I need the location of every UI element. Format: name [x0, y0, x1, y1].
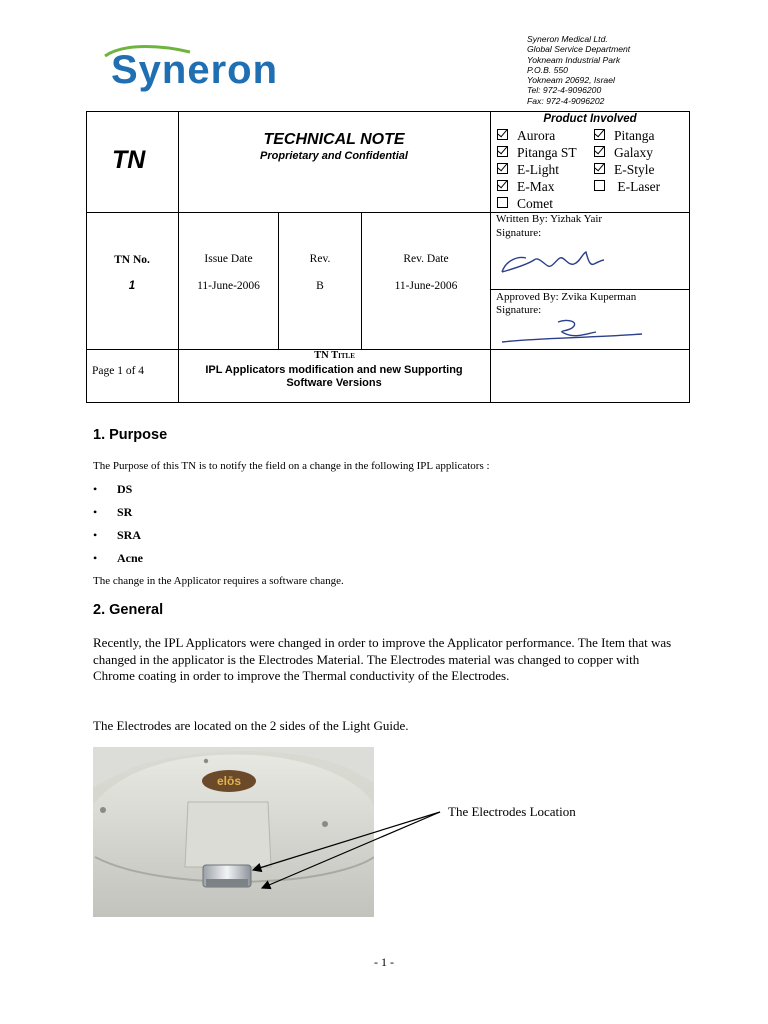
- logo-text: Syneron: [111, 48, 279, 92]
- product-pitanga-st: Pitanga ST: [497, 145, 577, 161]
- product-e-light: E-Light: [497, 162, 559, 178]
- syneron-logo: [95, 44, 279, 98]
- list-item: • SRA: [93, 528, 142, 542]
- general-paragraph: Recently, the IPL Applicators were changed in order to improve the Applicator performance. The Item that was changed in the applicator is the Electrodes Material. The Electrodes material was changed to copper with Chrome coating in order to improve the Thermal conductivity of the Electrodes.: [93, 635, 672, 683]
- checkbox-checked-icon: [497, 163, 508, 174]
- product-galaxy: Galaxy: [594, 145, 653, 161]
- list-item: • SR: [93, 505, 133, 519]
- tn-no-label: TN No.: [114, 254, 150, 266]
- rev-label: Rev.: [309, 253, 331, 265]
- photo-brand-text: elōs: [216, 774, 242, 788]
- checkbox-checked-icon: [594, 146, 605, 157]
- checkbox-checked-icon: [594, 163, 605, 174]
- list-item: • DS: [93, 482, 133, 496]
- list-item: • Acne: [93, 551, 143, 565]
- purpose-note: The change in the Applicator requires a software change.: [93, 575, 344, 587]
- callout-label: The Electrodes Location: [448, 804, 576, 819]
- document-type-title: TECHNICAL NOTE: [263, 131, 405, 148]
- signature-approver-icon: [496, 316, 646, 348]
- product-e-laser: E-Laser: [594, 179, 660, 195]
- signature-label: Signature:: [496, 227, 542, 239]
- rev-date-label: Rev. Date: [403, 253, 449, 265]
- rev-value: B: [316, 280, 324, 292]
- table-divider: [490, 111, 491, 403]
- address-line: Tel: 972-4-9096200: [527, 85, 602, 96]
- tn-no-value: 1: [128, 280, 136, 292]
- section-heading-general: 2. General: [93, 602, 164, 618]
- address-line: P.O.B. 550: [527, 64, 568, 75]
- page-count: Page 1 of 4: [92, 365, 145, 377]
- issue-date-label: Issue Date: [204, 253, 253, 265]
- checkbox-checked-icon: [497, 146, 508, 157]
- address-line: Yokneam 20692, Israel: [527, 75, 615, 86]
- checkbox-checked-icon: [497, 180, 508, 191]
- confidentiality-note: Proprietary and Confidential: [260, 150, 408, 162]
- product-aurora: Aurora: [497, 128, 555, 144]
- checkbox-empty-icon: [497, 197, 508, 208]
- checkbox-checked-icon: [497, 129, 508, 140]
- product-e-style: E-Style: [594, 162, 655, 178]
- tn-title: IPL Applicators modification and new Supporting Software Versions: [205, 364, 463, 389]
- checkbox-checked-icon: [594, 129, 605, 140]
- tn-title-label: TN Title: [314, 350, 355, 361]
- section-heading-purpose: 1. Purpose: [93, 427, 168, 443]
- signature-writer-icon: [498, 246, 608, 278]
- callout-arrows-icon: [240, 800, 450, 895]
- product-comet: Comet: [497, 196, 553, 212]
- rev-date-value: 11-June-2006: [394, 280, 458, 292]
- address-line: Yokneam Industrial Park: [527, 54, 621, 65]
- address-line: Fax: 972-4-9096202: [527, 95, 605, 106]
- page-number: - 1 -: [374, 955, 394, 969]
- general-paragraph: The Electrodes are located on the 2 sides of the Light Guide.: [93, 718, 409, 733]
- address-line: Global Service Department: [527, 44, 631, 55]
- checkbox-empty-icon: [594, 180, 605, 191]
- tn-label: TN: [112, 146, 146, 174]
- approved-by: Approved By: Zvika Kuperman: [496, 291, 637, 303]
- address-line: Syneron Medical Ltd.: [527, 34, 608, 44]
- purpose-intro: The Purpose of this TN is to notify the field on a change in the following IPL applicators :: [93, 460, 490, 472]
- product-involved-heading: Product Involved: [543, 113, 637, 125]
- product-pitanga: Pitanga: [594, 128, 655, 144]
- issue-date-value: 11-June-2006: [197, 280, 260, 292]
- table-divider: [490, 289, 690, 290]
- company-address: [527, 34, 630, 106]
- product-e-max: E-Max: [497, 179, 555, 195]
- written-by: Written By: Yizhak Yair: [496, 213, 603, 225]
- signature-label: Signature:: [496, 304, 542, 316]
